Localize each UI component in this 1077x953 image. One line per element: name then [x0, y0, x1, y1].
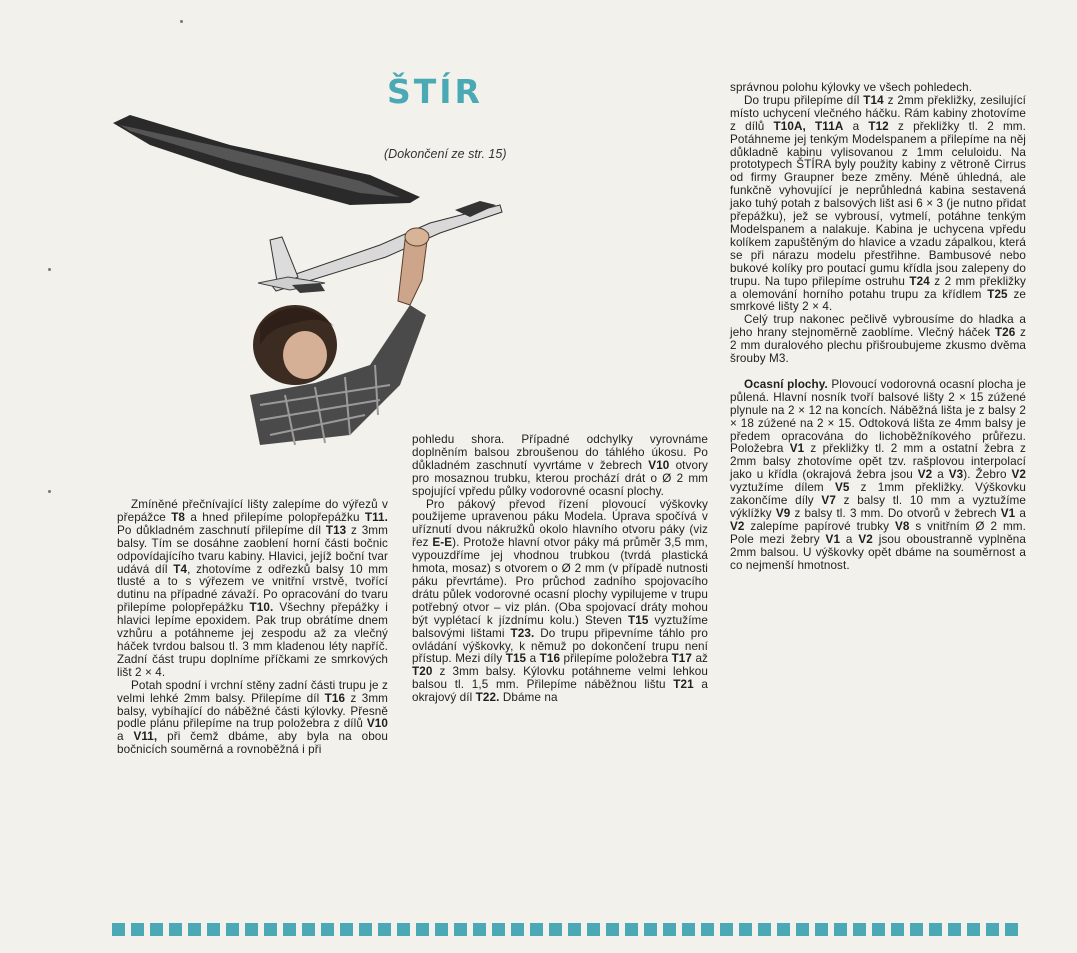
- band-square: [568, 923, 581, 936]
- band-square: [929, 923, 942, 936]
- band-square: [530, 923, 543, 936]
- band-square: [587, 923, 600, 936]
- band-square: [777, 923, 790, 936]
- article-column-middle: [412, 434, 708, 705]
- article-column-right: [730, 82, 1026, 573]
- band-square: [435, 923, 448, 936]
- band-square: [169, 923, 182, 936]
- paragraph: Ocasní plochy. Plovoucí vodorovná ocasní plocha je půlená. Hlavní nosník tvoří balsové lišty 2 × 15 zúžené plynule na 2 × 12 na koncích. Náběžná lišta je z balsy 2 × 18 zúžené na 2 × 15. Odtoková lišta ze 4mm balsy je předem opracována do lichoběžníkového průřezu. Položebra V1 z překližky tl. 2 mm a ostatní žebra z 2mm balsy zhotovíme opět tzv. rašplovou interpolací jako u křídla (okrajová žebra jsou V2 a V3). Žebro V2 vyztužíme dílem V5 z 1mm překližky. Výškovku zakončíme díly V7 z balsy tl. 10 mm a vyztužíme výklížky V9 z balsy tl. 3 mm. Do otvorů v žebrech V1 a V2 zalepíme papírové trubky V8 s vnitřním Ø 2 mm. Pole mezi žebry V1 a V2 jsou oboustranně vyplněna 2mm balsou. U výškovky opět dbáme na souměrnost a co nejmenší hmotnost.: [730, 377, 1027, 572]
- decorative-square-band: [112, 922, 1026, 936]
- band-square: [872, 923, 885, 936]
- band-square: [758, 923, 771, 936]
- band-square: [207, 923, 220, 936]
- band-square: [321, 923, 334, 936]
- band-square: [378, 923, 391, 936]
- band-square: [625, 923, 638, 936]
- band-square: [701, 923, 714, 936]
- band-square: [492, 923, 505, 936]
- band-square: [910, 923, 923, 936]
- band-square: [663, 923, 676, 936]
- band-square: [264, 923, 277, 936]
- band-square: [853, 923, 866, 936]
- band-square: [226, 923, 239, 936]
- band-square: [606, 923, 619, 936]
- paragraph: správnou polohu kýlovky ve všech pohledech.: [730, 81, 973, 94]
- band-square: [283, 923, 296, 936]
- band-square: [967, 923, 980, 936]
- band-square: [302, 923, 315, 936]
- print-speck: [180, 20, 183, 23]
- band-square: [473, 923, 486, 936]
- band-square: [948, 923, 961, 936]
- article-column-left: [117, 499, 388, 757]
- band-square: [739, 923, 752, 936]
- band-square: [359, 923, 372, 936]
- print-speck: [48, 268, 51, 271]
- band-square: [986, 923, 999, 936]
- band-square: [644, 923, 657, 936]
- band-square: [549, 923, 562, 936]
- band-square: [796, 923, 809, 936]
- band-square: [511, 923, 524, 936]
- band-square: [340, 923, 353, 936]
- paragraph: Zmíněné přečnívající lišty zalepíme do výřezů v přepážce T8 a hned přilepíme polopřepážku T11. Po důkladném zaschnutí přilepíme díl T13 z 3mm balsy. Tím se dosáhne zaoblení horní části bočnic odpovídajícího tvaru kabiny. Hlavici, jejíž boční tvar udává díl T4, zhotovíme z odřezků balsy 10 mm tlusté a to s výřezem ve vnitřní vrstvě, tvořící dutinu na případné závaží. Po opracování do tvaru přilepíme polopřepážku T10. Všechny přepážky i hlavici lepíme epoxidem. Pak trup obrátíme dnem vzhůru a potáhneme jej zespodu až za vlečný háček tvrdou balsou tl. 3 mm kladenou léty napříč. Zadní část trupu doplníme příčkami ze smrkových lišt 2 × 4.: [117, 498, 388, 679]
- band-square: [891, 923, 904, 936]
- band-square: [815, 923, 828, 936]
- band-square: [682, 923, 695, 936]
- band-square: [454, 923, 467, 936]
- band-square: [131, 923, 144, 936]
- band-square: [416, 923, 429, 936]
- paragraph: Do trupu přilepíme díl T14 z 2mm překližky, zesilující místo uchycení vlečného háčku. Rám kabiny zhotovíme z dílů T10A, T11A a T12 z překližky tl. 2 mm. Potáhneme jej tenkým Modelspanem a přilepíme na něj důkladně kabinu vylisovanou z 1mm celuloidu. Na prototypech ŠTÍRA byly použity kabiny z větroně Cirrus od firmy Graupner beze změny. Méně úhledná, ale funkčně vyhovující je neprůhledná kabina sestavená jako tuhý potah z balsových lišt asi 6 × 3 (je nutno přidat přepážku), jež se vybrousí, vytmelí, potáhne tenkým Modelspanem a nalakuje. Kabina je uchycena vpředu kolíkem zapuštěným do hlavice a vzadu zápalkou, která se při nárazu modelu přestřihne. Bambusové nebo bukové kolíky pro poutací gumu křídla jsou zalepeny do trupu. Na tupo přilepíme ostruhu T24 z 2 mm překližky a olemování horního potahu trupu za křídlem T25 ze smrkové lišty 2 × 4.: [730, 93, 1026, 314]
- article-title: ŠTÍR: [387, 72, 483, 111]
- paragraph: Celý trup nakonec pečlivě vybrousíme do hladka a jeho hrany stejnoměrně zaoblíme. Vlečný háček T26 z 2 mm duralového plechu přišroubujeme zkusmo dvěma šrouby M3.: [730, 313, 1027, 366]
- print-speck: [48, 490, 51, 493]
- band-square: [188, 923, 201, 936]
- band-square: [397, 923, 410, 936]
- band-square: [1005, 923, 1018, 936]
- band-square: [720, 923, 733, 936]
- band-square: [150, 923, 163, 936]
- article-subtitle: (Dokončení ze str. 15): [384, 147, 507, 161]
- paragraph: Potah spodní i vrchní stěny zadní části trupu je z velmi lehké 2mm balsy. Přilepíme díl T16 z 3mm balsy, vybíhající do náběžné části kýlovky. Přesně podle plánu přilepíme na trup položebra z dílů V10 a V11, při čemž dbáme, aby byla na obou bočnicích souměrná a rovnoběžná i při: [117, 678, 388, 757]
- band-square: [112, 923, 125, 936]
- glider-photo: [110, 65, 510, 450]
- paragraph: Pro pákový převod řízení plovoucí výškovky použijeme upravenou páku Modela. Úprava spočívá v uříznutí dvou nákružků okolo hlavního otvoru páky (viz řez E-E). Protože hlavní otvor páky má průměr 3,5 mm, vypouzdříme jej vhodnou trubkou (tvrdá plastická hmota, mosaz) s otvorem o Ø 2 mm (v případě nutnosti páku převrtáme). Pro průchod zadního spojovacího drátu půlek vodorovné ocasní plochy vypilujeme v trupu potřebný otvor – viz plán. (Oba spojovací dráty mohou být vyplétací k jízdnímu kolu.) Steven T15 vyztužíme balsovými lištami T23. Do trupu připevníme táhlo pro ovládání výškovky, k němuž po dokončení trupu není přístup. Mezi díly T15 a T16 přilepíme položebra T17 až T20 z 3mm balsy. Kýlovku potáhneme velmi lehkou balsou tl. 1,5 mm. Přilepíme náběžnou lištu T21 a okrajový díl T22. Dbáme na: [412, 497, 709, 705]
- band-square: [245, 923, 258, 936]
- band-square: [834, 923, 847, 936]
- paragraph: pohledu shora. Případné odchylky vyrovnáme doplněním balsou zbroušenou do táhlého úkosu. Po důkladném zaschnutí vyvrtáme v žebrech V10 otvory pro mosaznou trubku, kterou prochází drát o Ø 2 mm spojující vpředu půlky vodorovné ocasní plochy.: [412, 433, 709, 498]
